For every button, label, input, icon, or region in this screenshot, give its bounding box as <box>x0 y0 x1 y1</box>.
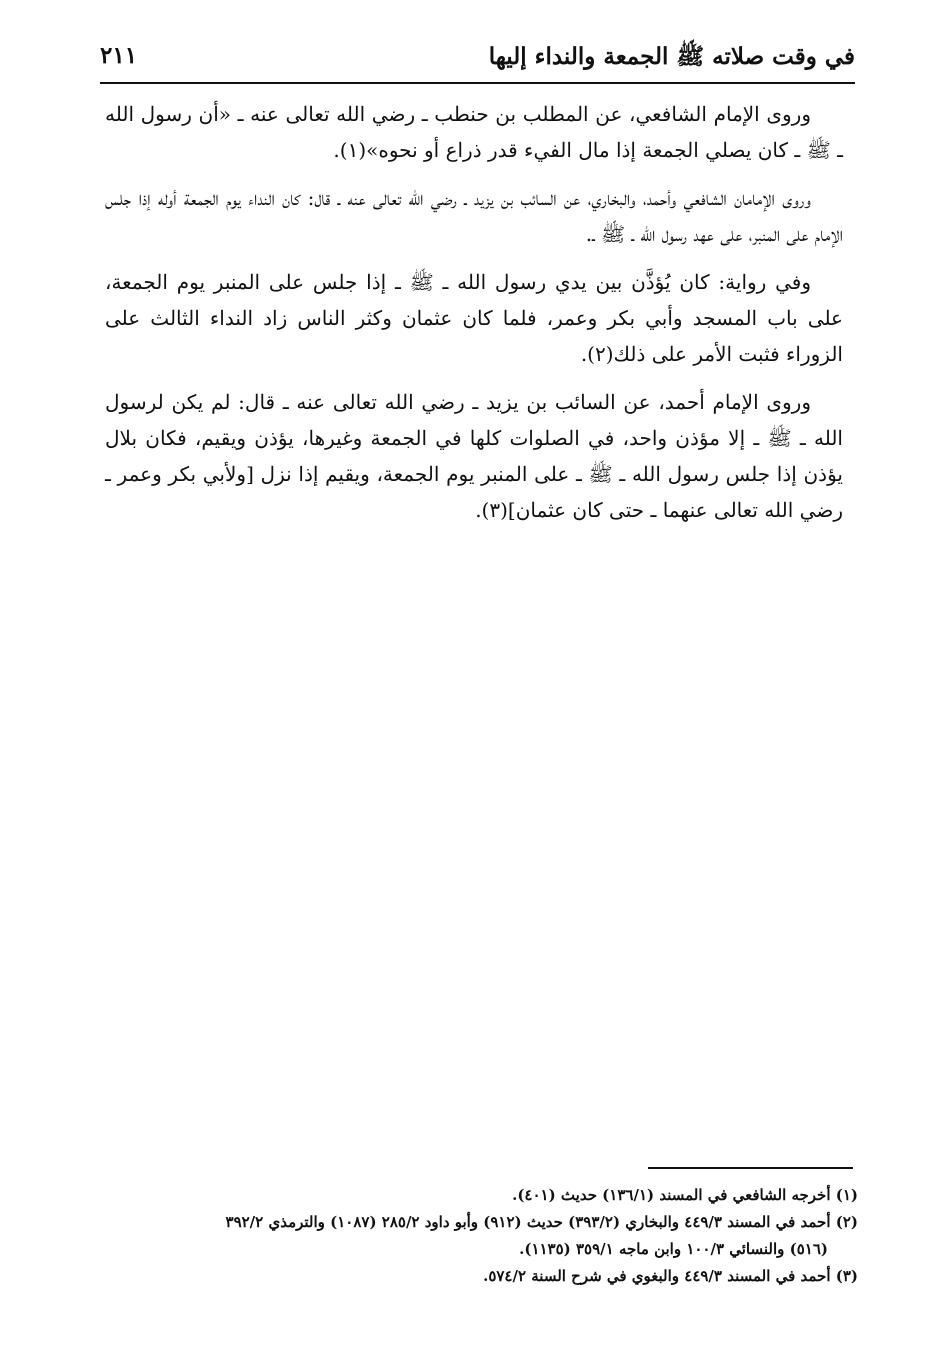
page-header <box>100 40 855 84</box>
footnote-separator <box>648 1167 853 1169</box>
footnote-3: (٣) أحمد في المسند ٤٤٩/٣ والبغوي في شرح السنة ٥٧٤/٢. <box>483 1267 858 1285</box>
paragraph-4: وروى الإمام أحمد، عن السائب بن يزيد ـ رضي الله تعالى عنه ـ قال: لم يكن لرسول الله ـ ﷺ ـ إلا مؤذن واحد، في الصلوات كلها في الجمعة وغيرها، يؤذن ويقيم، فكان بلال يؤذن إذا جلس رسول الله ـ ﷺ ـ على المنبر يوم الجمعة، ويقيم إذا نزل [ولأبي بكر وعمر ـ رضي الله تعالى عنهما ـ حتى كان عثمان](٣). <box>105 390 843 522</box>
running-head: في وقت صلاته ﷺ الجمعة والنداء إليها <box>488 43 855 70</box>
main-text <box>105 96 843 540</box>
page-number: ٢١١ <box>100 42 138 69</box>
paragraph-3: وفي رواية: كان يُؤذَّن بين يدي رسول الله ـ ﷺ ـ إذا جلس على المنبر يوم الجمعة، على باب المسجد وأبي بكر وعمر، فلما كان عثمان وكثر الناس زاد النداء الثالث على الزوراء فثبت الأمر على ذلك(٢). <box>105 270 843 366</box>
footnote-2: (٢) أحمد في المسند ٤٤٩/٣ والبخاري (٣٩٣/٢) حديث (٩١٢) وأبو داود ٢٨٥/٢ (١٠٨٧) والترمذي ٣٩٢/٢ <box>225 1213 858 1231</box>
footnote-2-continued: (٥١٦) والنسائي ١٠٠/٣ وابن ماجه ٣٥٩/١ (١١٣٥). <box>519 1240 828 1258</box>
paragraph-1: وروى الإمام الشافعي، عن المطلب بن حنطب ـ رضي الله تعالى عنه ـ «أن رسول الله ـ ﷺ ـ كان يصلي الجمعة إذا مال الفيء قدر ذراع أو نحوه»(١). <box>105 102 843 162</box>
footnotes <box>108 1183 858 1291</box>
footnote-1: (١) أخرجه الشافعي في المسند (١٣٦/١) حديث (٤٠١). <box>512 1186 858 1204</box>
paragraph-2: وروى الإمامان الشافعي وأحمد، والبخاري، عن السائب بن يزيد ـ رضي الله تعالى عنه ـ قال: كان النداء يوم الجمعة أوله إذا جلس الإمام على المنبر، على عهد رسول الله ـ ﷺ ـ. <box>105 186 843 246</box>
